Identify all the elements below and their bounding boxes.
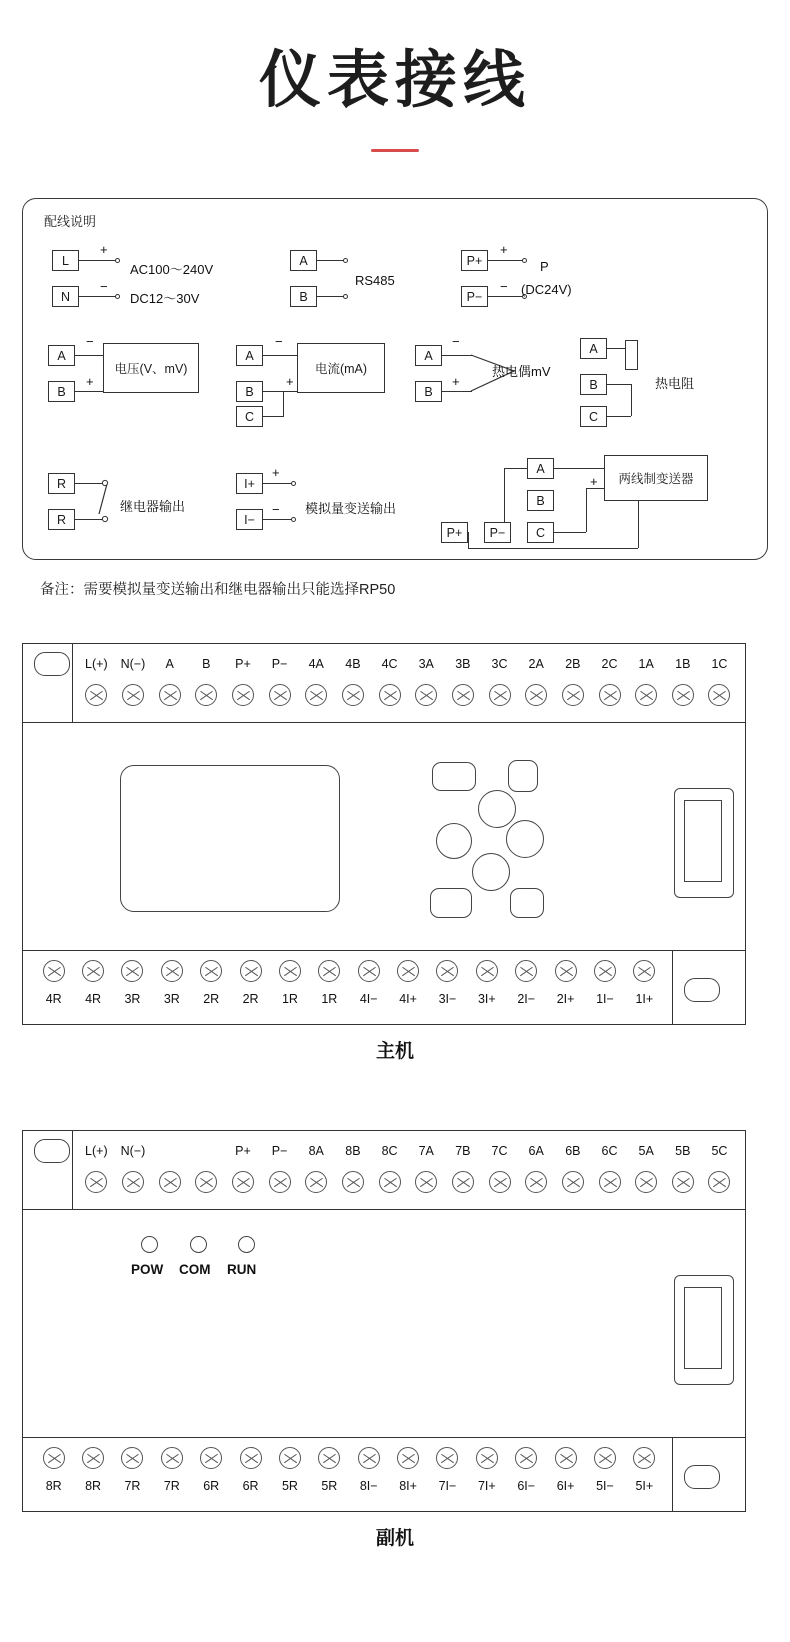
wire [638,501,639,548]
node-dot [291,481,296,486]
slave-top-terminal-screw[interactable] [525,1171,547,1193]
host-top-terminal-label: 4B [345,657,361,671]
host-top-terminal-label: P+ [235,657,251,671]
wire [75,391,103,392]
slave-top-terminal-label: 7B [455,1144,471,1158]
slave-caption: 副机 [375,1528,414,1549]
terminal-analog-iminus: I− [236,509,263,530]
host-bottom-terminal-labels [34,992,664,1006]
host-bottom-terminal-label: 4I− [359,992,378,1006]
label-current: 电流(mA) [297,343,385,393]
host-bottom-terminal-screw[interactable] [200,960,222,982]
terminal-tc-b: B [415,381,442,402]
slave-top-terminal-label: P− [271,1144,288,1158]
host-key-up-left[interactable] [432,762,476,791]
host-bottom-terminal-label: 4R [85,992,102,1006]
slave-bottom-terminal-label: 5R [321,1479,338,1493]
host-top-terminal-screw[interactable] [342,684,364,706]
slave-bottom-terminal-screw[interactable] [121,1447,143,1469]
slave-top-terminal-screw[interactable] [452,1171,474,1193]
sign-plus: + [286,374,294,389]
terminal-rtd-a: A [580,338,607,359]
host-mount-hole-top [34,652,70,676]
sign-plus: + [452,374,460,389]
terminal-relay-r2: R [48,509,75,530]
host-bottom-terminal-screw[interactable] [358,960,380,982]
terminal-rs485-b: B [290,286,317,307]
slave-top-terminal-label: 6B [565,1144,581,1158]
label-thermocouple: 热电偶mV [492,364,551,379]
host-top-terminal-screw[interactable] [525,684,547,706]
wire [468,548,638,549]
slave-top-terminal-screw[interactable] [305,1171,327,1193]
node-dot [115,294,120,299]
host-key-up-right[interactable] [508,760,538,792]
slave-bottom-terminal-screw[interactable] [161,1447,183,1469]
host-key-low-right[interactable] [510,888,544,918]
host-bottom-terminal-label: 4R [45,992,62,1006]
host-top-terminal-label: N(−) [120,657,146,671]
slave-top-terminal-screw[interactable] [708,1171,730,1193]
host-top-terminal-screw[interactable] [195,684,217,706]
slave-bottom-terminal-screw[interactable] [200,1447,222,1469]
slave-top-terminal-label: P+ [235,1144,251,1158]
host-top-terminal-screw[interactable] [305,684,327,706]
label-voltage: 电压(V、mV) [103,343,199,393]
slave-bottom-terminal-screw[interactable] [279,1447,301,1469]
slave-mount-hole-bottom [684,1465,720,1489]
host-side-connector-inner [684,800,722,882]
host-top-terminal-screw[interactable] [672,684,694,706]
sign-plus: + [590,474,598,489]
host-bottom-right-divider [672,950,673,1025]
slave-top-screws [78,1171,738,1193]
slave-bottom-terminal-screw[interactable] [594,1447,616,1469]
host-top-terminal-label: 2C [601,657,618,671]
slave-bottom-terminal-label: 7R [163,1479,180,1493]
slave-top-terminal-label: 8A [308,1144,324,1158]
slave-top-terminal-labels [78,1144,738,1158]
wire [504,468,527,469]
slave-bottom-terminal-label: 7I− [438,1479,457,1493]
terminal-relay-r1: R [48,473,75,494]
sign-plus: + [86,374,94,389]
slave-top-strip-divider [22,1209,746,1210]
host-top-terminal-label: 1A [638,657,654,671]
terminal-tw-pplus: P+ [441,522,468,543]
host-bottom-terminal-screw[interactable] [318,960,340,982]
host-bottom-terminal-screw[interactable] [161,960,183,982]
slave-bottom-terminal-label: 8I+ [399,1479,417,1493]
wire [75,355,103,356]
host-top-terminal-label: B [202,657,211,671]
terminal-current-c: C [236,406,263,427]
slave-bottom-terminal-label: 5R [281,1479,298,1493]
host-top-terminal-screw[interactable] [562,684,584,706]
slave-top-terminal-label: 5B [675,1144,691,1158]
host-mount-hole-bottom [684,978,720,1002]
rtd-resistor [625,340,638,370]
led-pow [141,1236,158,1253]
led-label-run: RUN [227,1262,257,1277]
label-rs485: RS485 [355,273,395,288]
slave-side-connector-inner [684,1287,722,1369]
host-bottom-terminal-label: 2R [203,992,220,1006]
wire [607,416,631,417]
slave-bottom-terminal-screw[interactable] [240,1447,262,1469]
sign-plus: + [100,242,108,257]
sign-minus: − [86,334,94,349]
terminal-tc-a: A [415,345,442,366]
host-bottom-terminal-screw[interactable] [397,960,419,982]
host-top-terminal-screw[interactable] [85,684,107,706]
slave-bottom-terminal-screw[interactable] [555,1447,577,1469]
host-key-right[interactable] [506,820,544,858]
wire [79,260,117,261]
host-bottom-terminal-label: 2R [242,992,259,1006]
led-label-com: COM [179,1262,211,1277]
slave-bottom-terminal-label: 5I+ [635,1479,654,1493]
slave-bottom-terminal-screw[interactable] [436,1447,458,1469]
slave-bottom-terminal-label: 7I+ [477,1479,496,1493]
host-bottom-terminal-screw[interactable] [555,960,577,982]
host-bottom-terminal-screw[interactable] [279,960,301,982]
label-rtd: 热电阻 [655,376,695,391]
node-dot [115,258,120,263]
sign-minus: − [275,334,283,349]
slave-top-terminal-screw[interactable] [379,1171,401,1193]
label-dc-range: DC12～30V [130,291,200,306]
node-dot [343,258,348,263]
terminal-N: N [52,286,79,307]
terminal-rtd-c: C [580,406,607,427]
sign-minus: − [100,279,108,294]
wire [263,483,293,484]
host-bottom-terminal-screw[interactable] [594,960,616,982]
host-top-terminal-label: 4C [381,657,398,671]
label-p: P [540,259,549,274]
host-top-terminal-label: P− [271,657,288,671]
host-bottom-terminal-label: 3I− [438,992,457,1006]
terminal-tw-b: B [527,490,554,511]
slave-bottom-screws [34,1447,664,1469]
slave-bottom-terminal-screw[interactable] [476,1447,498,1469]
wire [263,519,293,520]
host-key-left[interactable] [436,823,472,859]
slave-top-terminal-label: 8B [345,1144,361,1158]
wire [283,391,284,417]
slave-top-terminal-screw[interactable] [342,1171,364,1193]
slave-top-terminal-screw[interactable] [635,1171,657,1193]
host-bottom-terminal-label: 3R [163,992,180,1006]
page-title: 仪表接线 [258,43,531,116]
terminal-p-minus: P− [461,286,488,307]
host-top-terminal-label: 3B [455,657,471,671]
terminal-tw-a: A [527,458,554,479]
slave-bottom-terminal-label: 6R [203,1479,220,1493]
slave-bottom-terminal-label: 6I− [517,1479,536,1493]
wire [442,391,472,392]
terminal-rtd-b: B [580,374,607,395]
wiring-caption: 配线说明 [44,214,97,229]
slave-top-terminal-screw[interactable] [415,1171,437,1193]
wire [263,391,297,392]
host-top-terminal-screw[interactable] [379,684,401,706]
sign-minus: − [452,334,460,349]
terminal-tw-pminus: P− [484,522,511,543]
slave-bottom-terminal-label: 8I− [359,1479,378,1493]
host-key-up[interactable] [478,790,516,828]
slave-top-terminal-screw[interactable] [489,1171,511,1193]
wire [554,468,604,469]
host-top-terminal-label: 1C [711,657,728,671]
terminal-p-plus: P+ [461,250,488,271]
slave-bottom-terminal-screw[interactable] [318,1447,340,1469]
host-top-terminal-screw[interactable] [269,684,291,706]
label-analog-output: 模拟量变送输出 [305,501,397,516]
host-top-terminal-screw[interactable] [635,684,657,706]
slave-bottom-terminal-label: 6R [242,1479,259,1493]
slave-top-terminal-screw[interactable] [599,1171,621,1193]
host-top-terminal-screw[interactable] [415,684,437,706]
host-bottom-terminal-label: 2I+ [556,992,575,1006]
slave-top-terminal-screw[interactable] [672,1171,694,1193]
host-bottom-screws [34,960,664,982]
host-bottom-terminal-label: 1I− [596,992,614,1006]
host-top-terminal-label: 1B [675,657,691,671]
slave-top-terminal-label: 5A [638,1144,654,1158]
host-bottom-terminal-screw[interactable] [240,960,262,982]
terminal-rs485-a: A [290,250,317,271]
host-top-terminal-screw[interactable] [232,684,254,706]
host-bottom-strip-divider [22,950,746,951]
terminal-analog-iplus: I+ [236,473,263,494]
slave-top-terminal-screw[interactable] [122,1171,144,1193]
terminal-tw-c: C [527,522,554,543]
node-dot [291,517,296,522]
slave-bottom-terminal-screw[interactable] [358,1447,380,1469]
host-bottom-terminal-screw[interactable] [82,960,104,982]
wire [442,355,472,356]
slave-mount-hole-top [34,1139,70,1163]
host-top-terminal-label: 3C [491,657,508,671]
slave-bottom-terminal-screw[interactable] [515,1447,537,1469]
slave-top-terminal-label: 5C [711,1144,728,1158]
host-top-terminal-screw[interactable] [489,684,511,706]
led-run [238,1236,255,1253]
terminal-current-a: A [236,345,263,366]
wire [488,296,524,297]
title-divider [371,149,419,152]
host-top-terminal-label: 3A [418,657,434,671]
sign-minus: − [500,279,508,294]
host-key-low-left[interactable] [430,888,472,918]
host-bottom-terminal-screw[interactable] [121,960,143,982]
led-label-pow: POW [131,1262,164,1277]
slave-top-terminal-screw[interactable] [195,1171,217,1193]
wire [504,468,505,522]
host-bottom-terminal-label: 1R [281,992,298,1006]
host-key-down[interactable] [472,853,510,891]
node-dot [343,294,348,299]
label-two-wire-transmitter: 两线制变送器 [604,455,708,501]
host-top-terminal-screw[interactable] [122,684,144,706]
host-top-strip-divider [22,722,746,723]
slave-bottom-terminal-label: 6I+ [556,1479,575,1493]
host-bottom-terminal-label: 3I+ [477,992,496,1006]
slave-bottom-terminal-screw[interactable] [43,1447,65,1469]
host-top-terminal-screw[interactable] [452,684,474,706]
slave-bottom-right-divider [672,1437,673,1512]
terminal-L: L [52,250,79,271]
slave-bottom-terminal-screw[interactable] [397,1447,419,1469]
slave-top-terminal-screw[interactable] [232,1171,254,1193]
host-top-terminal-label: L(+) [85,657,108,671]
host-top-left-divider [72,643,73,722]
wire [631,384,632,416]
host-top-terminal-label: A [165,657,174,671]
terminal-current-b: B [236,381,263,402]
label-dc24v: (DC24V) [521,282,572,297]
host-caption: 主机 [375,1041,414,1062]
wire [263,355,297,356]
wire [79,296,117,297]
host-bottom-terminal-label: 2I− [517,992,536,1006]
slave-top-terminal-label: 6A [528,1144,544,1158]
slave-top-terminal-screw[interactable] [159,1171,181,1193]
host-top-terminal-label: 2A [528,657,544,671]
slave-bottom-terminal-label: 8R [45,1479,62,1493]
relay-contact-symbol [96,478,118,526]
host-bottom-terminal-label: 3R [124,992,141,1006]
led-com [190,1236,207,1253]
host-top-terminal-label: 4A [308,657,324,671]
terminal-voltage-a: A [48,345,75,366]
slave-bottom-terminal-screw[interactable] [82,1447,104,1469]
wire [554,532,586,533]
host-bottom-terminal-screw[interactable] [476,960,498,982]
sign-plus: + [500,242,508,257]
host-display [120,765,340,912]
wire [317,296,345,297]
host-bottom-terminal-label: 1R [321,992,338,1006]
host-bottom-terminal-screw[interactable] [515,960,537,982]
slave-bottom-strip-divider [22,1437,746,1438]
slave-bottom-terminal-labels [34,1479,664,1493]
slave-top-terminal-screw[interactable] [562,1171,584,1193]
slave-top-terminal-label: 7A [418,1144,434,1158]
slave-top-terminal-label: 8C [381,1144,398,1158]
host-top-terminal-screw[interactable] [159,684,181,706]
wire [263,416,283,417]
slave-top-terminal-label [188,1144,225,1158]
label-relay-output: 继电器输出 [120,499,186,514]
host-bottom-terminal-screw[interactable] [633,960,655,982]
slave-bottom-terminal-screw[interactable] [633,1447,655,1469]
slave-top-left-divider [72,1130,73,1209]
sign-plus: + [272,465,280,480]
wire [317,260,345,261]
slave-top-terminal-label: L(+) [85,1144,108,1158]
sign-minus: − [272,502,280,517]
host-bottom-terminal-screw[interactable] [436,960,458,982]
host-top-terminal-screw[interactable] [599,684,621,706]
slave-bottom-terminal-label: 5I− [596,1479,614,1493]
wire [607,384,631,385]
host-top-terminal-labels [78,657,738,671]
host-top-terminal-label: 2B [565,657,581,671]
wiring-remark: 备注：需要模拟量变送输出和继电器输出只能选择RP50 [40,582,396,598]
slave-top-terminal-label: 6C [601,1144,618,1158]
slave-top-terminal-screw[interactable] [85,1171,107,1193]
host-top-screws [78,684,738,706]
host-bottom-terminal-label: 4I+ [399,992,417,1006]
slave-bottom-terminal-label: 7R [124,1479,141,1493]
node-dot [522,258,527,263]
slave-top-terminal-label [151,1144,188,1158]
wire [586,488,587,532]
terminal-voltage-b: B [48,381,75,402]
slave-top-terminal-screw[interactable] [269,1171,291,1193]
slave-top-terminal-label: 7C [491,1144,508,1158]
host-top-terminal-screw[interactable] [708,684,730,706]
label-ac-range: AC100～240V [130,262,214,277]
wire [468,532,469,548]
slave-bottom-terminal-label: 8R [85,1479,102,1493]
host-bottom-terminal-label: 1I+ [635,992,654,1006]
wire [488,260,524,261]
slave-top-terminal-label: N(−) [120,1144,146,1158]
host-bottom-terminal-screw[interactable] [43,960,65,982]
